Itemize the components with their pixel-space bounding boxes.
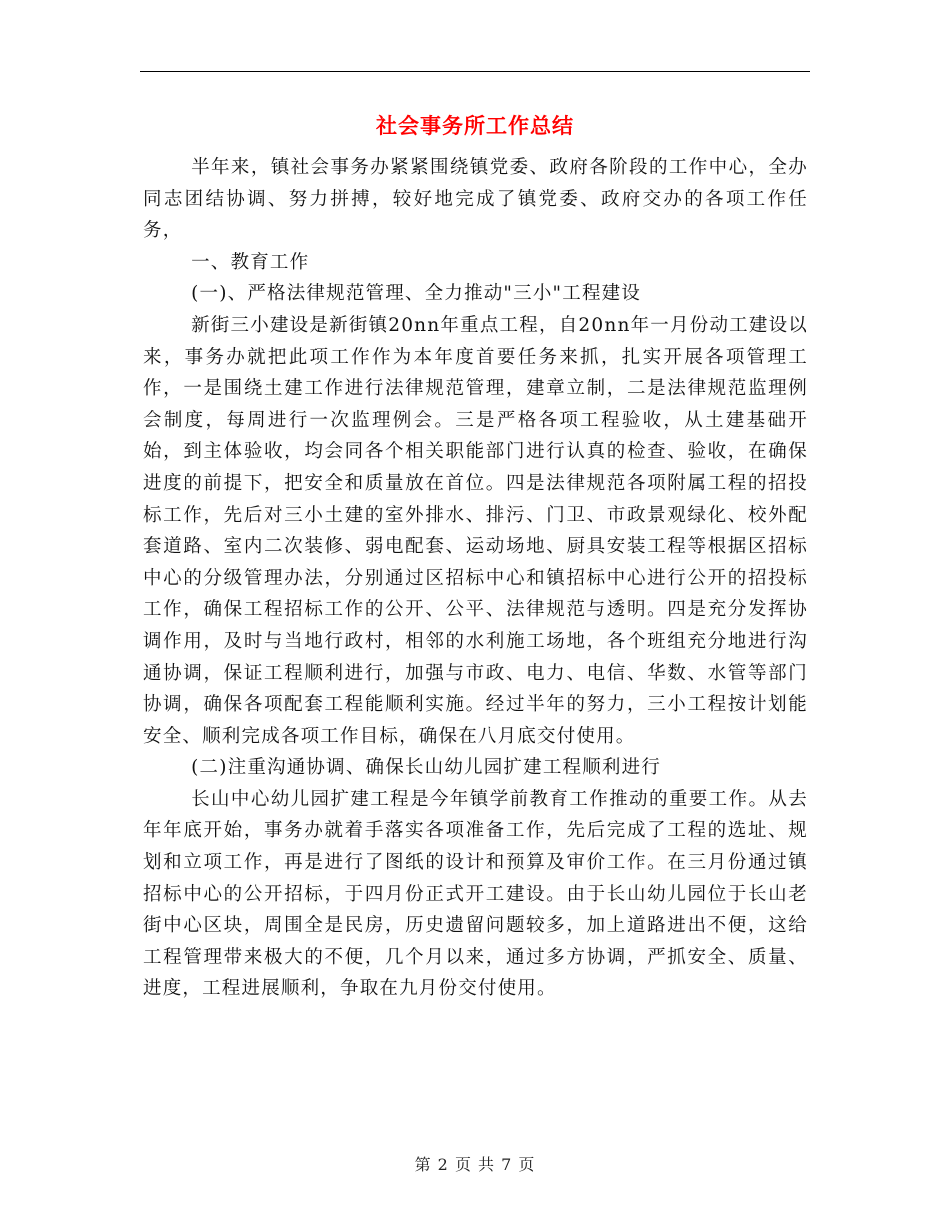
section-heading-education: 一、教育工作 bbox=[191, 251, 310, 273]
header-divider bbox=[140, 71, 810, 72]
page-number-label: 第 2 页 共 7 页 bbox=[414, 1155, 536, 1174]
document-title: 社会事务所工作总结 bbox=[376, 113, 574, 138]
paragraph-sanxiao-project: 新街三小建设是新街镇20nn年重点工程，自20nn年一月份动工建设以来，事务办就把此项工作作为本年度首要任务来抓，扎实开展各项管理工作，一是围绕土建工作进行法律规范管理，建章立制，二是法律规范监理例会制度，每周进行一次监理例会。三是严格各项工程验收，从土建基础开始，到主体验收，均会同各个相关职能部门进行认真的检查、验收，在确保进度的前提下，把安全和质量放在首位。四是法律规范各项附属工程的招投标工作，先后对三小土建的室外排水、排污、门卫、市政景观绿化、校外配套道路、室内二次装修、弱电配套、运动场地、厨具安装工程等根据区招标中心的分级管理办法，分别通过区招标中心和镇招标中心进行公开的招投标工作，确保工程招标工作的公开、公平、法律规范与透明。四是充分发挥协调作用，及时与当地行政村，相邻的水利施工场地，各个班组充分地进行沟通协调，保证工程顺利进行，加强与市政、电力、电信、华数、水管等部门协调，确保各项配套工程能顺利实施。经过半年的努力，三小工程按计划能安全、顺利完成各项工作目标，确保在八月底交付使用。 bbox=[143, 314, 808, 747]
subsection-heading-1: (一)、严格法律规范管理、全力推动"三小"工程建设 bbox=[191, 283, 642, 305]
paragraph-intro: 半年来，镇社会事务办紧紧围绕镇党委、政府各阶段的工作中心，全办同志团结协调、努力拼搏，较好地完成了镇党委、政府交办的各项工作任务， bbox=[143, 157, 808, 242]
paragraph-kindergarten-project: 长山中心幼儿园扩建工程是今年镇学前教育工作推动的重要工作。从去年年底开始，事务办就着手落实各项准备工作，先后完成了工程的选址、规划和立项工作，再是进行了图纸的设计和预算及审价工作。在三月份通过镇招标中心的公开招标，于四月份正式开工建设。由于长山幼儿园位于长山老街中心区块，周围全是民房，历史遗留问题较多，加上道路进出不便，这给工程管理带来极大的不便，几个月以来，通过多方协调，严抓安全、质量、进度，工程进展顺利，争取在九月份交付使用。 bbox=[143, 788, 808, 1000]
page-number-footer bbox=[0, 1152, 950, 1175]
document-body bbox=[143, 152, 808, 1005]
subsection-heading-2: (二)注重沟通协调、确保长山幼儿园扩建工程顺利进行 bbox=[191, 757, 662, 779]
